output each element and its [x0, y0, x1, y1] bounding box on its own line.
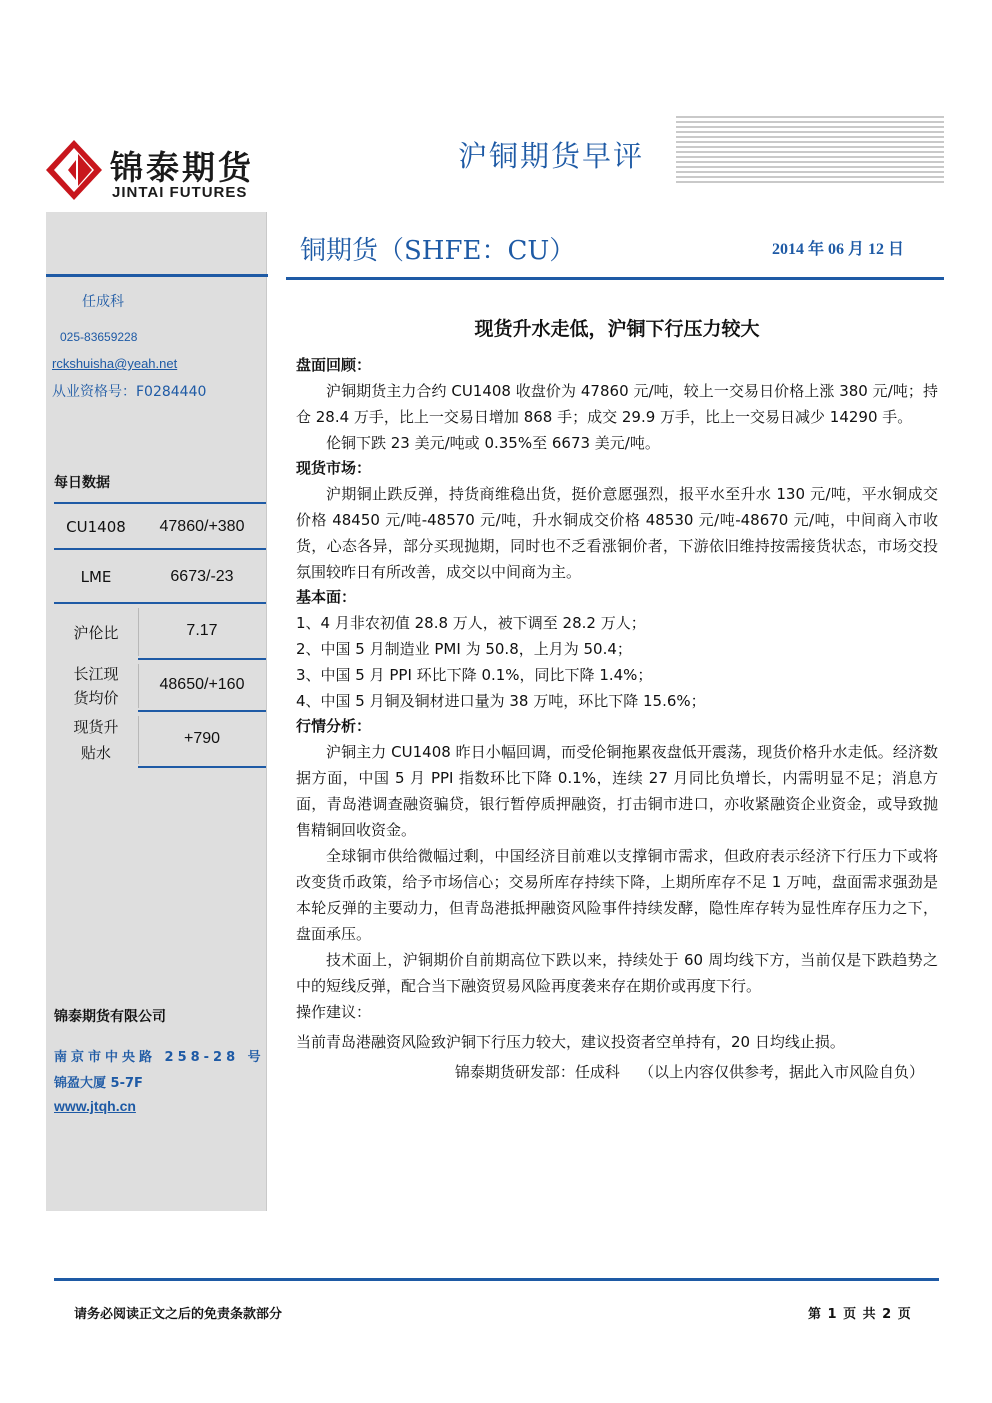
table-row	[54, 504, 266, 550]
table-cell-value: 6673/-23	[170, 568, 234, 585]
logo-name-cn: 锦泰期货	[110, 148, 254, 187]
list-item: 2、中国 5 月制造业 PMI 为 50.8，上月为 50.4；	[296, 640, 632, 658]
table-cell-label: CU1408	[66, 518, 126, 536]
paragraph: 沪铜主力 CU1408 昨日小幅回调，而受伦铜拖累夜盘低开震荡，现货价格升水走低。经济数据方面，中国 5 月 PPI 指数环比下降 0.1%，连续 27 月同比负增长，内需明显不足；消息方面，青岛港调查融资骗贷，银行暂停质押融资，打击铜市进口，亦收紧融资企业资金，或导致抛售精铜回收资金。	[296, 743, 938, 839]
section-title-fundamentals: 基本面：	[296, 588, 357, 606]
footer-disclaimer: 请务必阅读正文之后的免责条款部分	[74, 1307, 283, 1322]
report-body	[296, 310, 938, 1085]
header-divider	[286, 277, 944, 280]
table-cell-value: 47860/+380	[159, 518, 245, 535]
company-address-line2: 锦盈大厦 5-7F	[54, 1076, 143, 1091]
analyst-name: 任成科	[82, 294, 124, 310]
table-cell-label: 沪伦比	[73, 624, 119, 642]
table-cell-value: 7.17	[186, 622, 218, 639]
contract-title: 铜期货（SHFE：CU）	[300, 236, 576, 266]
section-title-analysis: 行情分析：	[296, 717, 372, 735]
paragraph: 技术面上，沪铜期价自前期高位下跌以来，持续处于 60 周均线下方，当前仅是下跌趋势之中的短线反弹，配合当下融资贸易风险再度袭来存在期价或再度下行。	[296, 951, 938, 995]
table-cell-label: 长江现 货均价	[73, 665, 119, 707]
sidebar-divider	[46, 274, 268, 277]
section-title-market-review: 盘面回顾：	[296, 356, 372, 374]
paragraph: 伦铜下跌 23 美元/吨或 0.35%至 6673 美元/吨。	[326, 434, 660, 452]
analyst-phone: 025-83659228	[60, 330, 138, 344]
logo-name-en: JINTAI FUTURES	[112, 184, 248, 201]
table-cell-value: 48650/+160	[159, 676, 245, 693]
company-logo	[46, 140, 266, 206]
jintai-logo-icon	[46, 140, 102, 200]
list-item: 3、中国 5 月 PPI 环比下降 0.1%，同比下降 1.4%；	[296, 666, 653, 684]
table-row	[54, 550, 266, 604]
report-headline: 现货升水走低，沪铜下行压力较大	[474, 318, 760, 340]
company-address-line1: 南京市中央路 258-28 号	[54, 1050, 265, 1065]
table-row	[54, 712, 266, 768]
header-stripes	[676, 116, 944, 184]
company-name: 锦泰期货有限公司	[54, 1009, 166, 1025]
section-title-advice: 操作建议：	[296, 1003, 372, 1021]
daily-data-title: 每日数据	[54, 475, 110, 491]
table-cell-label: 现货升 贴水	[73, 718, 119, 762]
paragraph: 沪期铜止跌反弹，持货商维稳出货，挺价意愿强烈，报平水至升水 130 元/吨，平水铜成交价格 48450 元/吨-48570 元/吨，升水铜成交价格 48530 元/吨-48670 元/吨，中间商入市收货，心态各异，部分买现抛期，同时也不乏看涨铜价者，下游依旧维持按需接货状态，市场交投氛围较昨日有所改善，成交以中间商为主。	[296, 485, 938, 581]
analyst-license: 从业资格号：F0284440	[52, 384, 207, 400]
company-website-link[interactable]: www.jtqh.cn	[54, 1098, 136, 1114]
table-row	[54, 660, 266, 712]
table-cell-label: LME	[80, 568, 112, 586]
table-cell-value: +790	[183, 730, 221, 747]
page-number: 第 1 页 共 2 页	[808, 1307, 912, 1322]
table-row	[54, 604, 266, 660]
paragraph: 沪铜期货主力合约 CU1408 收盘价为 47860 元/吨，较上一交易日价格上涨 380 元/吨；持仓 28.4 万手，比上一交易日增加 868 手；成交 29.9 万手，比上一交易日减少 14290 手。	[296, 382, 938, 426]
row-divider	[138, 766, 266, 768]
section-title-spot-market: 现货市场：	[296, 459, 372, 477]
footer-divider	[54, 1278, 939, 1281]
list-item: 4、中国 5 月铜及铜材进口量为 38 万吨，环比下降 15.6%；	[296, 692, 706, 710]
report-signature: 锦泰期货研发部：任成科 （以上内容仅供参考，据此入市风险自负）	[454, 1063, 924, 1081]
analyst-email-link[interactable]: rckshuisha@yeah.net	[52, 356, 178, 371]
paragraph: 全球铜市供给微幅过剩，中国经济目前难以支撑铜市需求，但政府表示经济下行压力下或将改变货币政策，给予市场信心；交易所库存持续下降，上期所库存不足 1 万吨，盘面需求强劲是本轮反弹的主要动力，但青岛港抵押融资风险事件持续发酵，隐性库存转为显性库存压力之下，盘面承压。	[296, 847, 938, 943]
list-item: 1、4 月非农初值 28.8 万人，被下调至 28.2 万人；	[296, 614, 646, 632]
report-date: 2014 年 06 月 12 日	[772, 241, 905, 258]
trading-advice: 当前青岛港融资风险致沪铜下行压力较大，建议投资者空单持有，20 日均线止损。	[296, 1033, 845, 1051]
report-title: 沪铜期货早评	[458, 139, 645, 173]
